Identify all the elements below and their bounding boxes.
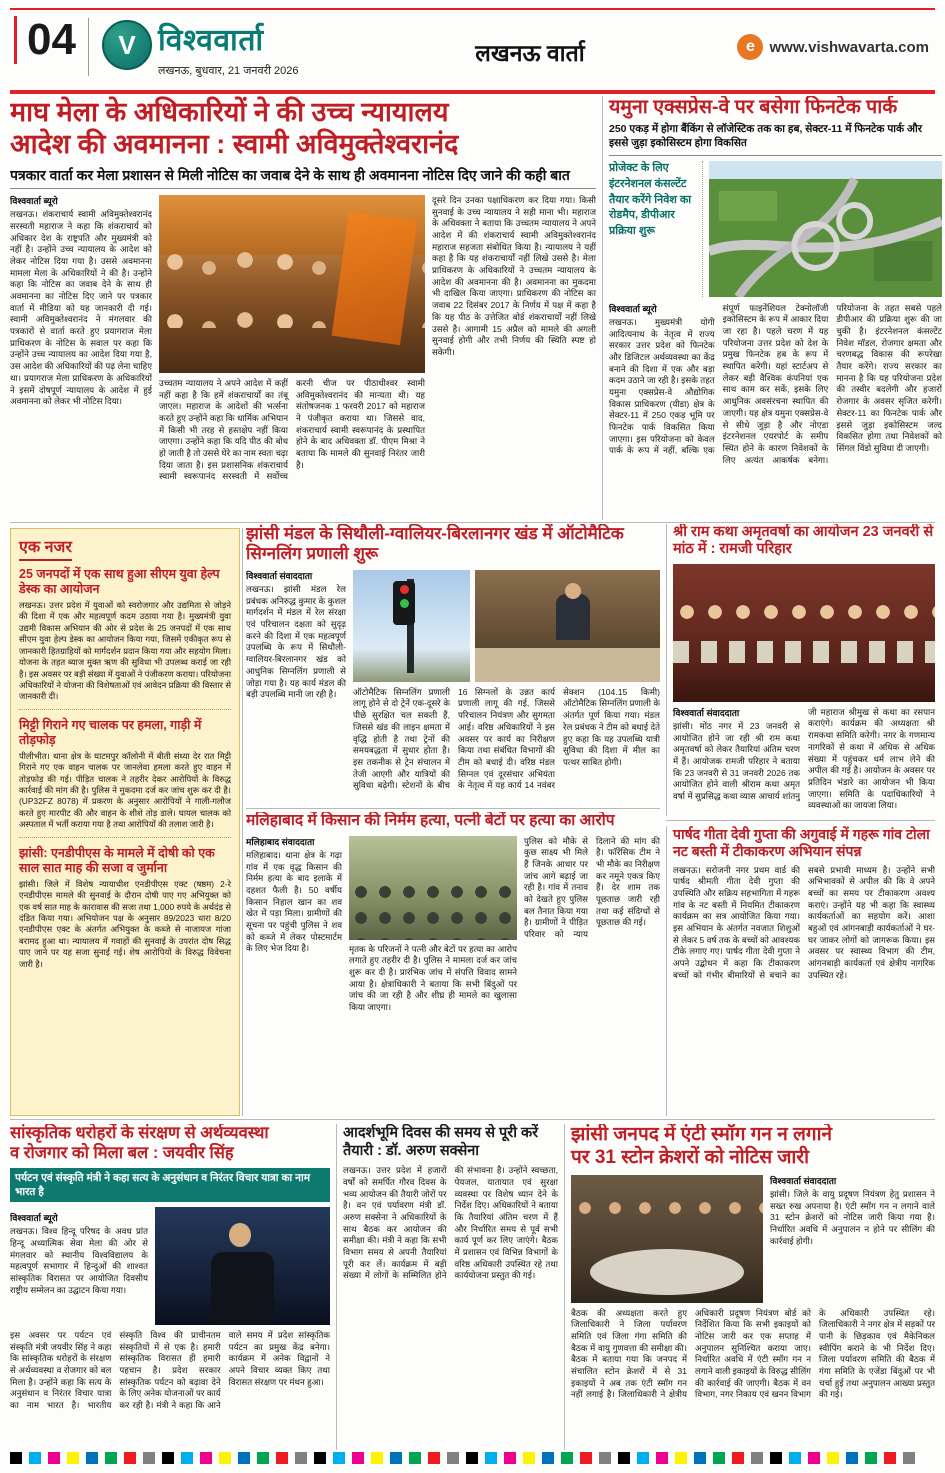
article-ram-katha	[666, 524, 935, 816]
jhansi-headline: झांसी मंडल के सिथौली-ग्वालियर-बिरलानगर खंड में ऑटोमैटिक सिग्नलिंग प्रणाली शुरू	[246, 524, 624, 564]
print-color-square	[162, 1452, 174, 1464]
heritage-text-1: लखनऊ। विश्व हिन्दू परिषद के अवध प्रांत हिन्दू अध्यात्मिक सेवा मेला की ओर से मंगलवार को स्थानीय विश्वविद्यालय के महत्वपूर्ण सभागार में हिन्दुओं की शाश्वत सांस्कृतिक विरासत पर आयोजित दिवसीय राष्ट्रीय सम्मेलन का उद्घाटन किया गया।	[10, 1226, 148, 1295]
print-color-square	[200, 1452, 212, 1464]
district-meeting-photo	[571, 1175, 763, 1303]
fintech-text: लखनऊ। मुख्यमंत्री योगी आदित्यनाथ के नेतृत्व में राज्य सरकार उत्तर प्रदेश को फिनटेक और डिजिटल अर्थव्यवस्था का केंद्र बनाने की दिशा में एक और बड़ा कदम उठाने जा रही है। इसके तहत यमुना एक्सप्रेस-वे औद्योगिक विकास प्राधिकरण (यीडा) क्षेत्र के सेक्टर-11 में 250 एकड़ भूमि पर फिनटेक पार्क विकसित किया जाएगा। इस परियोजना को केवल पार्क के रूप में नहीं, बल्कि एक संपूर्ण फाइनेंशियल टेक्नोलॉजी इकोसिस्टम के रूप में आकार दिया जा रहा है। पहले चरण में यह परियोजना उत्तर प्रदेश को देश के प्रमुख फिनटेक हब के रूप में स्थापित करेगी। यहां स्टार्टअप से लेकर बड़ी वैश्विक कंपनियां एक साथ काम कर सकें, इसके लिए आधुनिक अवसंरचना स्थापित की जाएगी। यह क्षेत्र यमुना एक्सप्रेस-वे से सीधे जुड़ा है और नोएडा इंटरनेशनल एयरपोर्ट के समीप स्थित होने के कारण निवेशकों के लिए अत्यंत आकर्षक बनेगा। परियोजना के तहत सबसे पहले डीपीआर की प्रक्रिया शुरू की जा चुकी है। इंटरनेशनल कंसल्टेंट निवेश मॉडल, रोजगार क्षमता और चरणबद्ध विकास की रूपरेखा तैयार करेंगे। राज्य सरकार का मानना है कि यह परियोजना प्रदेश की तस्वीर बदलेगी और हजारों रोजगार के अवसर सृजित करेगी। सेक्टर-11 का फिनटेक पार्क और इससे जुड़ा इकोसिस्टम जल्द विकसित होगा तथा निवेशकों को सिंगल विंडो सुविधा दी जाएगी।	[609, 302, 942, 465]
print-color-square	[29, 1452, 41, 1464]
print-color-square	[732, 1452, 744, 1464]
print-color-square	[789, 1452, 801, 1464]
official-figure-shape	[556, 594, 590, 640]
lead-column-1	[10, 195, 152, 483]
minister-photo	[155, 1207, 330, 1325]
article-adarsh-bhumi	[336, 1124, 558, 1450]
malihabad-byline: मलिहाबाद संवाददाता	[246, 836, 315, 847]
fintech-highlight-box: प्रोजेक्ट के लिए इंटरनेशनल कंसल्टेंट तैयार करेंगे निवेश का रोडमैप, डीपीआर प्रक्रिया शुरू	[609, 161, 703, 297]
print-color-square	[67, 1452, 79, 1464]
print-color-square	[618, 1452, 630, 1464]
expressway-aerial-photo	[709, 161, 942, 297]
lead-subhead: पत्रकार वार्ता कर मेला प्रशासन से मिली नोटिस का जवाब देने के साथ ही अवमानना नोटिस दिए जाने की कही बात	[10, 166, 596, 189]
heritage-body: इस अवसर पर पर्यटन एवं संस्कृति मंत्री जयवीर सिंह ने कहा कि सांस्कृतिक धरोहरों के संरक्षण से अर्थव्यवस्था व रोजगार को बल मिला है। उन्होंने कहा कि सत्य के अनुसंधान व निरंतर विचार यात्रा का नाम भारत है। भारतीय संस्कृति विश्व की प्राचीनतम संस्कृतियों में से एक है। हमारी सांस्कृतिक विरासत ही हमारी पहचान है। प्रदेश सरकार सांस्कृतिक पर्यटन को बढ़ावा देने के लिए अनेक योजनाओं पर कार्य कर रही है। मंत्री ने कहा कि आने वाले समय में प्रदेश सांस्कृतिक पर्यटन का प्रमुख केंद्र बनेगा। कार्यक्रम में अनेक विद्वानों ने अपने विचार व्यक्त किए तथा विरासत संरक्षण पर मंथन हुआ।	[10, 1329, 330, 1411]
fintech-headline: यमुना एक्सप्रेस-वे पर बसेगा फिनटेक पार्क	[609, 96, 898, 118]
print-color-square	[238, 1452, 250, 1464]
masthead	[158, 18, 298, 78]
vaccination-body: लखनऊ। सरोजनी नगर प्रथम वार्ड की पार्षद श्रीमती गीता देवी गुप्ता की उपस्थिति और सक्रिय सहभागिता में गहरू गांव के नट बस्ती में नियमित टीकाकरण कार्यक्रम का सत्र आयोजित किया गया। इस अभियान के अंतर्गत नवजात शिशुओं से लेकर 5 वर्ष तक के बच्चों को आवश्यक टीके लगाए गए। पार्षद गीता देवी गुप्ता ने अपने उद्बोधन में कहा कि टीकाकरण बच्चों को गंभीर बीमारियों से बचाने का सबसे प्रभावी माध्यम है। उन्होंने सभी अभिभावकों से अपील की कि वे अपने बच्चों का समय पर टीकाकरण अवश्य कराएं। उन्होंने यह भी कहा कि स्वास्थ्य कार्यकर्ताओं का सहयोग करें। आशा बहुओं एवं आंगनबाड़ी कार्यकर्ताओं ने घर-घर जाकर लोगों को जागरूक किया। इस अवसर पर स्वास्थ्य विभाग की टीम, आंगनबाड़ी कार्यकर्ता एवं क्षेत्रीय नागरिक उपस्थित रहे।	[673, 864, 935, 980]
print-color-square	[504, 1452, 516, 1464]
ek-najar-item-body: पीलीभीत। थाना क्षेत्र के घाटमपुर कॉलोनी में बीती संध्या देर रात मिट्टी गिराने गए एक वाहन चालक पर जानलेवा हमला करते हुए वाहन में तोड़फोड़ की गई। पीड़ित चालक ने तहरीर देकर आरोपियों के विरुद्ध कार्रवाई की मांग की है। पुलिस ने मुकदमा दर्ज कर जांच शुरू कर दी है। (UP32FZ 8078) में प्रकरण के अनुसार आरोपियों ने गाली-गलौज करते हुए मारपीट की और वाहन के शीशे तोड़ डाले। घायल चालक को अस्पताल में भर्ती कराया गया है तथा आरोपियों की तलाश जारी है।	[19, 750, 231, 830]
section-divider	[10, 1119, 935, 1120]
fintech-byline: विश्ववार्ता ब्यूरो	[609, 303, 657, 314]
section-divider	[10, 522, 935, 523]
railway-signal-photo	[353, 570, 470, 682]
malihabad-column-right: पुलिस को मौके से कुछ साक्ष्य भी मिले हैं जिनके आधार पर जांच आगे बढ़ाई जा रही है। गांव में तनाव को देखते हुए पुलिस बल तैनात किया गया है। ग्रामीणों ने पीड़ित परिवार को न्याय दिलाने की मांग की है। फॉरेंसिक टीम ने भी मौके का निरीक्षण कर नमूने एकत्र किए हैं। देर शाम तक पूछताछ जारी रही तथा कई संदिग्धों से पूछताछ की गई।	[524, 835, 660, 940]
website-url: www.vishwavarta.com	[769, 38, 929, 56]
ramkatha-byline: विश्ववार्ता संवाददाता	[673, 707, 740, 718]
malihabad-text-mid: मृतक के परिजनों ने पत्नी और बेटों पर हत्या का आरोप लगाते हुए तहरीर दी है। पुलिस ने मामला दर्ज कर जांच शुरू कर दी है। प्रारंभिक जांच में संपत्ति विवाद सामने आया है। क्षेत्राधिकारी ने बताया कि सभी बिंदुओं पर जांच की जा रही है और शीघ्र ही मामले का खुलासा किया जाएगा।	[349, 943, 517, 1013]
article-heritage-minister	[10, 1124, 330, 1450]
vaccination-headline: पार्षद गीता देवी गुप्ता की अगुवाई में गहरू गांव टोला नट बस्ती में टीकाकरण अभियान संपन्न	[673, 826, 930, 859]
malihabad-scene-photo	[349, 836, 517, 940]
masthead-title: विश्ववार्ता	[158, 24, 264, 57]
website-block	[737, 34, 929, 60]
ram-katha-photo	[673, 564, 935, 702]
column-divider	[242, 528, 243, 1116]
print-color-square	[827, 1452, 839, 1464]
print-color-square	[466, 1452, 478, 1464]
expressway-illustration	[709, 161, 942, 297]
article-anti-smog-notice	[564, 1124, 935, 1450]
section-divider	[666, 820, 935, 821]
lead-text-1: लखनऊ। शंकराचार्य स्वामी अविमुक्तेश्वरानंद सरस्वती महाराज ने कहा कि शंकराचार्य को अधिकार देश के राष्ट्रपति और मुख्यमंत्री को नहीं है। उन्होंने उच्च न्यायालय के आदेश को लेकर नोटिस दिया गया है। उससे अवमानना मामला मेला के अधिकारियों ने की है। उन्होंने कहा कि नोटिस का जवाब देने के साथ ही अवमानना का नोटिस दिए जाने पर पत्रकार वार्ता में मीडिया को यह जानकारी दी गई। स्वामी अविमुक्तेश्वरानंद ने मंगलवार की पत्रकारों से वार्ता करते हुए प्रयागराज मेला प्राधिकरण के नोटिस के सवाल पर कहा कि उन्होंने उच्च न्यायालय का आदेश दिया गया है, उस आदेश की अधिकारियों की पढ़ लेना चाहिए था। प्रयागराज मेला प्राधिकरण के अधिकारियों ने इसमें दोषपूर्ण न्यायालय के आदेश में हुई अवमानना को लेकर भी नोटिस दिया।	[10, 209, 152, 407]
jhansi-column-1	[246, 570, 346, 792]
print-color-square	[105, 1452, 117, 1464]
print-color-square	[295, 1452, 307, 1464]
article-malihabad-murder	[246, 812, 660, 1116]
print-color-square	[751, 1452, 763, 1464]
article-fintech-park	[602, 96, 942, 520]
print-color-square	[884, 1452, 896, 1464]
ramkatha-headline: श्री राम कथा अमृतवर्षा का आयोजन 23 जनवरी से मांठ में : रामजी परिहार	[673, 524, 934, 558]
print-color-square	[390, 1452, 402, 1464]
print-color-square	[428, 1452, 440, 1464]
heritage-column-1	[10, 1212, 148, 1325]
print-color-square	[485, 1452, 497, 1464]
antismog-headline-line1: झांसी जनपद में एंटी स्मॉग गन न लगाने	[571, 1124, 833, 1145]
lead-photo	[159, 195, 425, 373]
heritage-headline-line1: सांस्कृतिक धरोहरों के संरक्षण से अर्थव्यवस्था	[10, 1124, 269, 1142]
print-color-square	[713, 1452, 725, 1464]
lead-headline-line1: माघ मेला के अधिकारियों ने की उच्च न्यायालय	[10, 97, 449, 127]
jhansi-byline: विश्ववार्ता संवाददाता	[246, 570, 313, 581]
print-color-square	[846, 1452, 858, 1464]
print-color-square	[181, 1452, 193, 1464]
print-color-square	[675, 1452, 687, 1464]
adarsh-headline: आदर्शभूमि दिवस की समय से पूरी करें तैयारी : डॉ. अरुण सक्सेना	[343, 1125, 539, 1160]
print-color-square	[352, 1452, 364, 1464]
antismog-byline: विश्ववार्ता संवाददाता	[770, 1175, 837, 1186]
antismog-headline-line2: पर 31 स्टोन क्रेशरों को नोटिस जारी	[571, 1146, 810, 1168]
minister-face-shape	[229, 1223, 251, 1247]
print-color-square	[86, 1452, 98, 1464]
print-color-square	[371, 1452, 383, 1464]
print-color-square	[694, 1452, 706, 1464]
print-color-square	[770, 1452, 782, 1464]
print-color-square	[808, 1452, 820, 1464]
print-color-square	[523, 1452, 535, 1464]
print-color-square	[333, 1452, 345, 1464]
ek-najar-item	[19, 718, 231, 838]
dateline: लखनऊ, बुधवार, 21 जनवरी 2026	[158, 65, 299, 77]
malihabad-text-1: मलिहाबाद। थाना क्षेत्र के गढ़ा गांव में एक वृद्ध किसान की निर्मम हत्या के बाद इलाके में दहशत फैली है। 50 वर्षीय किसान निहाल खान का शव खेत में पड़ा मिला। ग्रामीणों की सूचना पर पहुंची पुलिस ने शव को कब्जे में लेकर पोस्टमार्टम के लिए भेज दिया है।	[246, 849, 342, 954]
article-vaccination-drive	[666, 826, 935, 1116]
header-divider	[88, 18, 89, 76]
lead-byline: विश्ववार्ता ब्यूरो	[10, 195, 58, 206]
print-color-square	[656, 1452, 668, 1464]
print-color-square	[637, 1452, 649, 1464]
antismog-side-text: झांसी। जिले के वायु प्रदूषण नियंत्रण हेतु प्रशासन ने सख्त रुख अपनाया है। एंटी स्मॉग गन न लगाने वाले 31 स्टोन क्रेशरों को नोटिस जारी किया गया है। निर्धारित अवधि में अनुपालन न होने पर सीलिंग की कार्रवाई होगी।	[770, 1188, 935, 1246]
jhansi-text-1: लखनऊ। झांसी मंडल रेल प्रबंधक अनिरुद्ध कुमार के कुशल मार्गदर्शन में मंडल में रेल संरक्षा एवं परिचालन दक्षता को सुदृढ़ करने की दिशा में एक महत्वपूर्ण उपलब्धि के रूप में सिथौली-ग्वालियर-बिरलानगर खंड को आधुनिक सिग्नलिंग प्रणाली से जोड़ा गया है। यह कार्य मंडल की बड़ी उपलब्धि मानी जा रही है।	[246, 584, 346, 700]
ek-najar-item-title: मिट्टी गिराने गए चालक पर हमला, गाड़ी में तोड़फोड़	[19, 717, 202, 747]
heritage-headline-line2: व रोजगार को मिला बल : जयवीर सिंह	[10, 1143, 234, 1162]
print-color-square	[580, 1452, 592, 1464]
page-number: 04	[14, 16, 76, 64]
ek-najar-item-body: लखनऊ। उत्तर प्रदेश में युवाओं को स्वरोजगार और उद्यमिता से जोड़ने की दिशा में एक और महत्वपूर्ण कदम उठाया गया है। मुख्यमंत्री युवा उद्यमी विकास अभियान की ओर से प्रदेश के 25 जनपदों में एक साथ सीएम युवा हेल्प डेस्क का आयोजन किया गया, जिसमें एकीकृत रूप से जानकारी हितग्राहियों को मार्गदर्शन प्रदान किया गया और सहयोग मिला। योजना के तहत ब्याज मुक्त ऋण की सुविधा भी उपलब्ध कराई जा रही है। इस अवसर पर बड़ी संख्या में युवाओं ने पंजीकरण कराया। परियोजना अधिकारियों ने योजना की विशेषताओं एवं आवेदन प्रक्रिया की विस्तार से जानकारी दी।	[19, 600, 231, 702]
print-color-square	[447, 1452, 459, 1464]
heritage-byline: विश्ववार्ता ब्यूरो	[10, 1212, 58, 1223]
lead-column-4: दूसरे दिन उनका पक्षाधिकरण कर दिया गया। किसी सुनवाई के उच्च न्यायालय ने सही माना भी। महाराज के अधिवक्ता ने बताया कि उच्चतम न्यायालय ने अपने आदेश में की शंकराचार्य स्वामी अविमुक्तेश्वरानंद महाराज सहजता संबोधित किया है। न्यायालय ने यहीं कहा है कि यह शंकराचार्यों नहीं लिखे उससे है। मेला प्राधिकरण के अधिकारियों ने उच्चतम न्यायालय के आदेश की अवमानना की है। अवमानना का मुकदमा भी दाखिल किया जाएगा। प्राधिकरण की नोटिस का जवाब 22 दिसंबर 2017 के निर्णय में पक्ष में कहा है कि यह पीठ के उत्तेजित बोर्ड शंकराचार्यों नहीं लिखे उससे है। आगामी 15 अप्रैल को मामले की अगली सुनवाई होगी और तभी निर्णय की स्थिति स्पष्ट हो सकेगी।	[432, 194, 596, 357]
village-crowd-shape	[349, 882, 517, 939]
masthead-logo-icon: V	[102, 20, 152, 70]
ramkatha-text: झांसी। मोंठ नगर में 23 जनवरी से आयोजित होने जा रही श्री राम कथा अमृतवर्षा को लेकर तैयारियां अंतिम चरण में हैं। आयोजक रामजी परिहार ने बताया कि 23 जनवरी से 31 जनवरी 2026 तक आयोजित होने वाली श्रीराम कथा अमृत वर्षा में सुप्रसिद्ध कथा व्यास आचार्य शांतनु जी महाराज श्रीमुख से कथा का रसपान कराएंगे। कार्यक्रम की अध्यक्षता श्री रामकथा समिति करेगी। नगर के गणमान्य नागरिकों से कथा में अधिक से अधिक संख्या में पहुंचकर धर्म लाभ लेने की अपील की गई है। आयोजन के अवसर पर प्रतिदिन भंडारे का आयोजन भी किया जाएगा। समिति के पदाधिकारियों ने व्यवस्थाओं का जायजा लिया।	[673, 706, 935, 811]
print-color-bars	[10, 1450, 935, 1466]
print-color-square	[257, 1452, 269, 1464]
katha-books-shape	[673, 641, 935, 663]
drm-office-photo	[475, 570, 660, 682]
malihabad-column-1	[246, 836, 342, 1014]
meeting-people-shape	[571, 1198, 763, 1242]
print-color-square	[48, 1452, 60, 1464]
minister-suit-shape	[211, 1252, 274, 1323]
print-color-square	[561, 1452, 573, 1464]
heritage-subhead-bar: पर्यटन एवं संस्कृति मंत्री ने कहा सत्य के अनुसंधान व निरंतर विचार यात्रा का नाम भारत है	[10, 1168, 330, 1202]
ek-najar-item-title: झांसी: एनडीपीएस के मामले में दोषी को एक साल सात माह की सजा व जुर्माना	[19, 845, 215, 875]
ek-najar-item-title: 25 जनपदों में एक साथ हुआ सीएम युवा हेल्प डेस्क का आयोजन	[19, 567, 220, 596]
ek-najar-item-body: झांसी। जिले में विशेष न्यायाधीश एनडीपीएस एक्ट (षष्ठम) 2-रे एनडीपीएस मामले की सुनवाई के दौरान दोषी पाए गए अभियुक्त को एक वर्ष सात माह के कारावास की सजा तथा 1,000 रुपये के अर्थदंड से दंडित किया गया। अभियोजन पक्ष के अनुसार 89/2023 धारा 8/20 एनडीपीएस एक्ट के अंतर्गत अभियुक्त के कब्जे से नाजायज गांजा बरामद हुआ था। न्यायालय में गवाहों की सुनवाई के उपरांत दोष सिद्ध पाए जाने पर यह सजा सुनाई गई। शेष आरोपियों के विरुद्ध विवेचना जारी है।	[19, 878, 231, 969]
print-color-square	[143, 1452, 155, 1464]
print-color-square	[276, 1452, 288, 1464]
print-color-square	[865, 1452, 877, 1464]
print-color-square	[219, 1452, 231, 1464]
article-jhansi-signalling	[246, 524, 660, 806]
ek-najar-title: एक नजर	[19, 535, 72, 561]
signal-green-light	[400, 599, 409, 608]
meeting-table-shape	[590, 1249, 744, 1295]
print-color-square	[314, 1452, 326, 1464]
print-color-square	[542, 1452, 554, 1464]
lead-column-mid: उच्चतम न्यायालय ने अपने आदेश में कहीं नहीं कहा है कि हमें शंकराचार्यों का तंबू जाएल। महाराज के आदेशों की भर्त्सना करते हुए उन्होंने कहा कि धार्मिक अभियान में किसी भी तरह से हस्तक्षेप नहीं किया जाएगा। उन्होंने कहा कि यदि पीठ की बोध हो जाती है तो उससे घेरे का नाम स्वतः चढ़ा दिया जाता है। इस प्रशासनिक शंकराचार्य स्वामी स्वरूपानंद सरस्वती में सर्वोच्च करनी चीज पर पीठाधीश्वर स्वामी अविमुक्तेश्वरानंद की मान्यता थी। यह संतोषजनक 1 फरवरी 2017 को महाराज ने पंजीकृत कराया था। जिससे वाद, शंकराचार्य स्वामी स्वरूपानंद के प्रस्थापित होने के बाद अधिवक्ता डॉ. पीएम मिश्रा ने बताया कि मामले की सुनवाई निरंतर जारी है।	[159, 377, 425, 482]
malihabad-headline: मलिहाबाद में किसान की निर्मम हत्या, पत्नी बेटों पर हत्या का आरोप	[246, 812, 615, 829]
print-color-square	[409, 1452, 421, 1464]
article-lead-magh-mela	[10, 96, 596, 520]
ek-najar-item	[19, 846, 231, 976]
fintech-subhead: 250 एकड़ में होगा बैंकिंग से लॉजेस्टिक तक का हब, सेक्टर-11 में फिनटेक पार्क और इससे जुड़ा इकोसिस्टम होगा विकसित	[609, 123, 942, 155]
ek-najar-item	[19, 567, 231, 710]
antismog-body: बैठक की अध्यक्षता करते हुए जिलाधिकारी ने जिला पर्यावरण समिति एवं जिला गंगा समिति की बैठक में वायु गुणवत्ता की समीक्षा की। बैठक में बताया गया कि जनपद में संचालित स्टोन क्रेशरों में से 31 इकाइयों ने अब तक एंटी स्मॉग गन नहीं लगाई है। जिलाधिकारी ने क्षेत्रीय अधिकारी प्रदूषण नियंत्रण बोर्ड को निर्देशित किया कि सभी इकाइयों को नोटिस जारी कर एक सप्ताह में अनुपालन सुनिश्चित कराया जाए। निर्धारित अवधि में एंटी स्मॉग गन न लगाने वाली इकाइयों के विरुद्ध सीलिंग की कार्रवाई की जाएगी। बैठक में वन विभाग, नगर निकाय एवं खनन विभाग के अधिकारी उपस्थित रहे। जिलाधिकारी ने नगर क्षेत्र में सड़कों पर पानी के छिड़काव एवं मैकेनिकल स्वीपिंग कराने के भी निर्देश दिए। जिला पर्यावरण समिति की बैठक में गंगा समिति के एजेंडा बिंदुओं पर भी चर्चा हुई तथा अनुपालन आख्या प्रस्तुत की गई।	[571, 1307, 935, 1400]
print-color-square	[599, 1452, 611, 1464]
ek-najar-box	[10, 528, 240, 1116]
lead-headline-line2: आदेश की अवमानना : स्वामी अविमुक्तेश्वरानंद	[10, 129, 459, 160]
print-color-square	[903, 1452, 915, 1464]
fintech-body	[609, 303, 942, 467]
section-title: लखनऊ वार्ता	[475, 40, 585, 66]
adarsh-body: लखनऊ। उत्तर प्रदेश में हजारों वर्षों को समर्पित गौरव दिवस के भव्य आयोजन की तैयारी जोरों पर है। वन एवं पर्यावरण मंत्री डॉ. अरुण सक्सेना ने अधिकारियों के साथ बैठक कर आयोजन की समीक्षा की। मंत्री ने कहा कि सभी विभाग समय से अपनी तैयारियां पूरी कर लें। कार्यक्रम में बड़ी संख्या में लोगों के सम्मिलित होने की संभावना है। उन्होंने स्वच्छता, पेयजल, यातायात एवं सुरक्षा व्यवस्था पर विशेष ध्यान देने के निर्देश दिए। अधिकारियों ने बताया कि तैयारियां अंतिम चरण में हैं और निर्धारित समय से पूर्व सभी कार्य पूर्ण कर लिए जाएंगे। बैठक में प्रशासन एवं विभिन्न विभागों के वरिष्ठ अधिकारी उपस्थित रहे तथा कार्ययोजना प्रस्तुत की गई।	[343, 1165, 558, 1281]
ramkatha-body	[673, 707, 935, 812]
page-header	[10, 8, 935, 94]
jhansi-body: ऑटोमैटिक सिग्नलिंग प्रणाली लागू होने से दो ट्रेनें एक-दूसरे के पीछे सुरक्षित चल सकती हैं, जिससे खंड की लाइन क्षमता में वृद्धि होती है तथा ट्रेनों की समयबद्धता में सुधार होता है। इस तकनीक से ट्रेन संचालन में तेजी आएगी और यात्रियों की सुविधा बढ़ेगी। स्टेशनों के बीच 16 सिग्नलों के उन्नत कार्य प्रणाली लागू की गई, जिससे परिचालन नियंत्रण और सुगमता आई। वरिष्ठ अधिकारियों ने इस अवसर पर कार्य का निरीक्षण किया तथा संबंधित विभागों की टीम को बधाई दी। वरिष्ठ मंडल सिग्नल एवं दूरसंचार अभियंता के नेतृत्व में यह कार्य 14 नवंबर सेक्शन (104.15 किमी) ऑटोमैटिक सिग्नलिंग प्रणाली के अंतर्गत पूर्ण किया गया। मंडल रेल प्रबंधक ने टीम को बधाई देते हुए कहा कि यह उपलब्धि यात्री सुविधा की दिशा में मील का पत्थर साबित होगी।	[353, 686, 660, 791]
antismog-side-column	[770, 1175, 935, 1303]
section-divider	[246, 808, 660, 809]
website-badge-icon: e	[737, 34, 763, 60]
desk-shape	[475, 648, 660, 682]
print-color-square	[124, 1452, 136, 1464]
print-color-square	[10, 1452, 22, 1464]
